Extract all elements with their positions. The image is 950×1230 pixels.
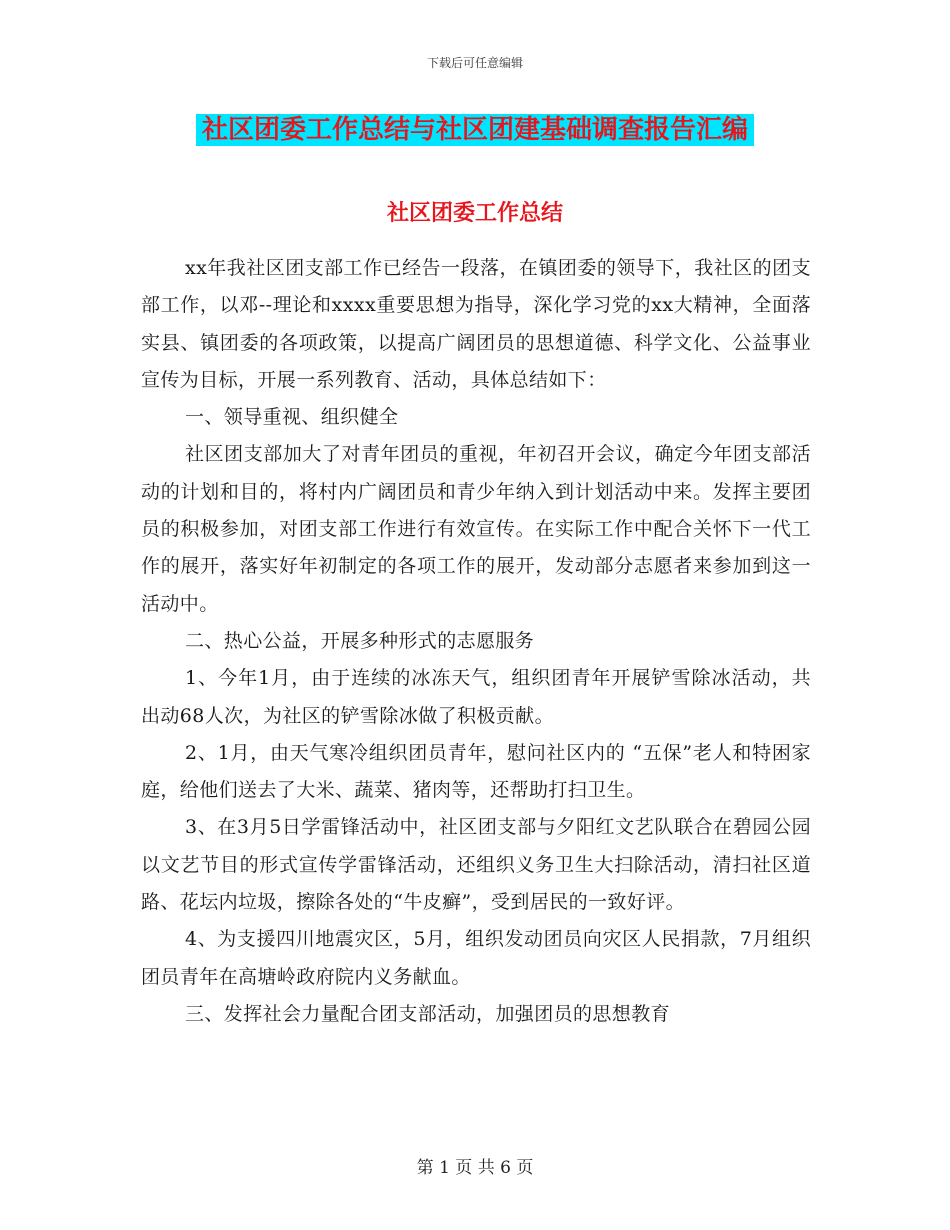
heading-1: 一、领导重视、组织健全 [185,406,399,429]
document-title-wrapper [0,114,950,146]
section-title: 社区团委工作总结 [386,200,563,226]
heading-3: 三、发挥社会力量配合团支部活动，加强团员的思想教育 [185,1002,671,1025]
page-footer: 第 1 页 共 6 页 [416,1158,534,1178]
header-note: 下载后可任意编辑 [426,56,523,70]
list-item-3: 3、在3月5日学雷锋活动中，社区团支部与夕阳红文艺队联合在碧园公园以文艺节目的形式宣传学雷锋活动，还组织义务卫生大扫除活动，清扫社区道路、花坛内垃圾，擦除各处的“牛皮癣”，受到居民的一致好评。 [141,816,811,914]
heading-2: 二、热心公益，开展多种形式的志愿服务 [185,629,535,652]
paragraph-intro: xx年我社区团支部工作已经告一段落，在镇团委的领导下，我社区的团支部工作，以邓--理论和xxxx重要思想为指导，深化学习党的xx大精神，全面落实县、镇团委的各项政策，以提高广阔团员的思想道德、科学文化、公益事业宣传为目标，开展一系列教育、活动，具体总结如下： [141,257,811,391]
list-item-1: 1、今年1月，由于连续的冰冻天气，组织团青年开展铲雪除冰活动，共出动68人次，为社区的铲雪除冰做了积极贡献。 [141,667,811,727]
document-body [141,250,811,1033]
list-item-2: 2、1月，由天气寒冷组织团员青年，慰问社区内的 “五保”老人和特困家庭，给他们送去了大米、蔬菜、猪肉等，还帮助打扫卫生。 [141,741,811,802]
list-item-4: 4、为支援四川地震灾区，5月，组织发动团员向灾区人民捐款，7月组织团员青年在高塘岭政府院内义务献血。 [141,928,811,988]
document-title: 社区团委工作总结与社区团建基础调查报告汇编 [196,114,754,146]
paragraph-1: 社区团支部加大了对青年团员的重视，年初召开会议，确定今年团支部活动的计划和目的，将村内广阔团员和青少年纳入到计划活动中来。发挥主要团员的积极参加，对团支部工作进行有效宣传。在实际工作中配合关怀下一代工作的展开，落实好年初制定的各项工作的展开，发动部分志愿者来参加到这一活动中。 [141,443,811,615]
